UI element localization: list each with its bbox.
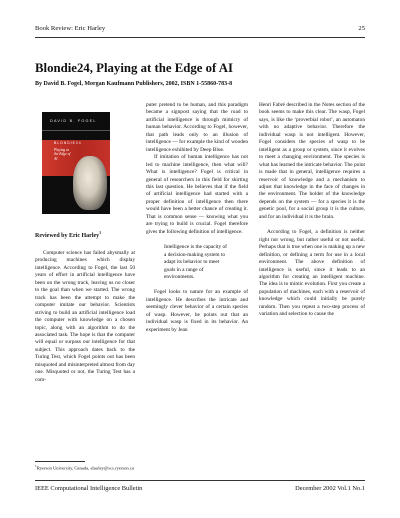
cover-portrait [73,156,107,210]
footer-rule [35,480,365,481]
footnote-rule [35,461,85,462]
column-right [259,102,365,319]
cover-rule [42,130,110,131]
cover-author: DAVID B. FOGEL [50,119,97,123]
article-byline: By David B. Fogel, Morgan Kaufmann Publishers, 2002, ISBN 1-55860-783-8 [35,81,233,87]
footer-issue: December 2002 Vol.1 No.1 [295,485,365,492]
footnote-mark: 1 [35,464,37,468]
reviewer-label: Reviewed by Eric Harley [35,233,100,239]
reviewer-heading [35,228,135,241]
cover-series: BLONDIE24 [54,141,82,145]
paragraph: If imitation of human intelligence has not led to machine intelligence, then what will? What is intelligence? Fogel is critical in general of researchers in this field for skirting this last question. He believes that if the field of artificial intelligence had started with a proper definition of intelligence then there would have been a better chance of creating it. That is common sense — knowing what you are trying to build is crucial. Fogel therefore gives the following definition of intelligence. [146,154,248,235]
reviewer-footnote-mark: 1 [99,230,102,235]
paragraph: Fogel looks to nature for an example of intelligence. He describes the intricate and seemingly clever behavior of a certain species of wasp. However, he points out that an individual wasp is fixed in its behavior. An experiment by Jean [146,289,248,333]
paragraph: Henri Fabré described in the Notes section of the book seems to make this clear. The wasp, Fogel says, is like the ‘proverbial robot’, an automaton with no adaptive behavior. Therefore the individual wasp is not intelligent. However, Fogel considers the species of wasp to be intelligent as a group or system, since it evolves to meet a changing environment. The species is what has learned the intricate behavior. The point is made that in general, intelligence requires a reservoir of knowledge and a mechanism to adjust that knowledge in the face of changes in the environment. The holder of the knowledge depends on the system — for a species it is the genetic pool, for a social group it is the culture, and for an individual it is the brain. [259,102,365,220]
paragraph: According to Fogel, a definition is neither right nor wrong, but rather useful or not useful. Perhaps that is true when one is making up a new definition, or defining a term for use in a local environment. The above definition of intelligence is useful, since it leads to an algorithm for creating an intelligent machine. The idea is to mimic evolution. First you create a population of machines, each with a reservoir of knowledge which could initially be purely random. Then you repeat a two-step process of variation and selection to cause the [259,229,365,318]
running-head-title: Book Review: Eric Harley [35,25,106,32]
footnote [35,463,235,472]
definition-quote: Intelligence is the capacity of a decision-making system to adapt its behavior to meet goals in a range of environments. [164,244,227,280]
column-left [35,250,135,384]
article-title: Blondie24, Playing at the Edge of AI [35,61,234,75]
page-footer [35,483,365,495]
page-number: 25 [358,25,365,32]
paragraph: puter pretend to be human, and this paradigm became a signpost saying that the road to artificial intelligence is through mimicry of human behavior. According to Fogel, however, that path leads only to an illusion of intelligence — for example the kind of wooden intelligence exhibited by Deep Blue. [146,102,248,153]
footer-journal: IEEE Computational Intelligence Bulletin [35,485,143,492]
header-rule [35,37,365,38]
running-head [35,22,365,36]
book-cover-image [42,112,110,214]
column-middle [146,102,248,334]
paragraph: Computer science has failed abysmally at producing machines which display intelligence. According to Fogel, the last 50 years of effort in artificial intelligence have been on the wrong track, leaving us no closer to the goal than when we started. The wrong track has been the attempt to make the computer imitate our behavior. Scientists striving to build an artificial intelligence load the computer with knowledge on a chosen topic, along with an algorithm to do the associated task. The hope is that the computer will equal or surpass our intelligence for that subject. This approach dates back to the Turing Test, which Fogel points out has been misquoted and misinterpreted almost from day one. Misquoted or not, the Turing Test has a com- [35,250,135,383]
cover-subtitle: Playing at the Edge of AI [54,148,71,161]
footnote-text: Ryerson University, Canada, eharley@scs.ryerson.ca [36,465,134,471]
